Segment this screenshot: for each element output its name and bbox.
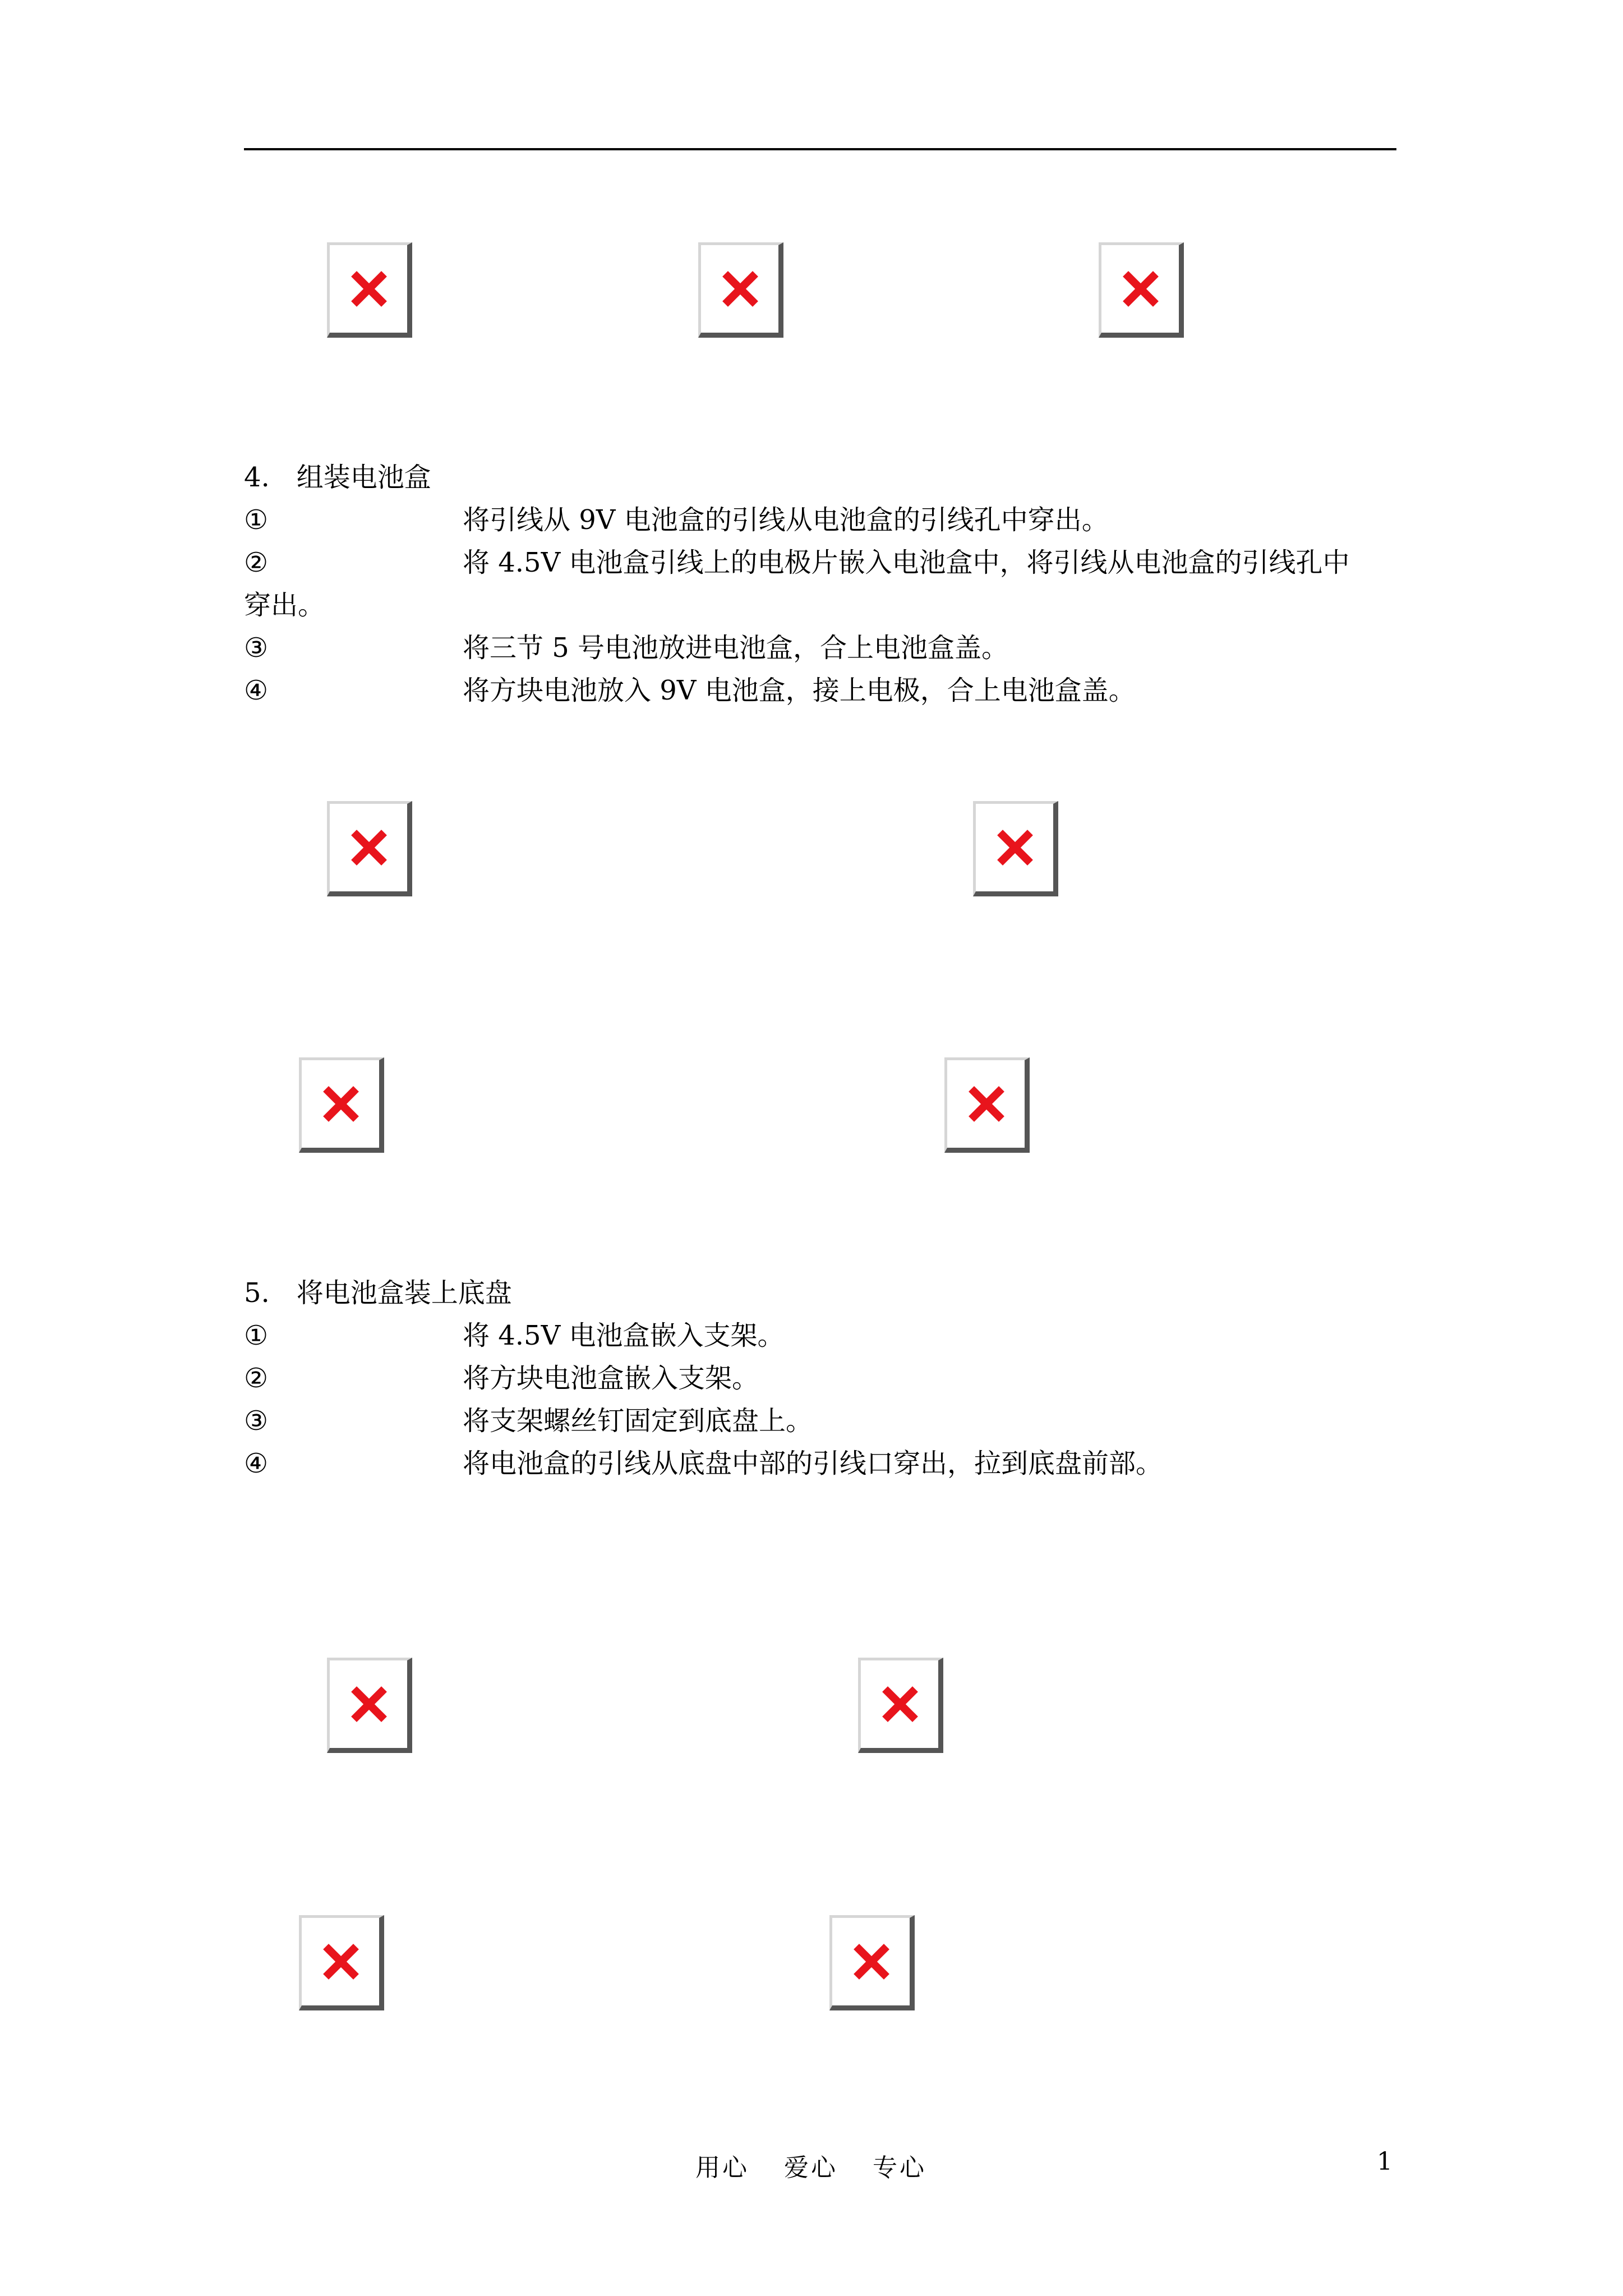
page-number: 1 <box>1377 2147 1393 2176</box>
broken-image-icon <box>299 1057 384 1153</box>
step-marker: ④ <box>244 1448 269 1479</box>
broken-image-icon <box>327 242 412 338</box>
broken-image-icon <box>944 1057 1030 1153</box>
step-marker: ④ <box>244 675 269 706</box>
broken-image-icon <box>1099 242 1184 338</box>
step-text-continuation: 穿出。 <box>244 590 325 621</box>
step-marker: ① <box>244 504 269 536</box>
broken-image-icon <box>299 1915 384 2010</box>
step-text: 将 4.5V 电池盒引线上的电极片嵌入电池盒中，将引线从电池盒的引线孔中 <box>463 547 1350 578</box>
step-text: 将电池盒的引线从底盘中部的引线口穿出，拉到底盘前部。 <box>463 1448 1163 1479</box>
broken-image-icon <box>698 242 783 338</box>
step-text: 将三节 5 号电池放进电池盒，合上电池盒盖。 <box>463 632 1009 664</box>
footer-motto: 用心 爱心 专心 <box>695 2154 926 2182</box>
section-4-heading: 4. 组装电池盒 <box>244 462 431 493</box>
header-rule <box>244 148 1396 150</box>
section-5-heading: 5. 将电池盒装上底盘 <box>244 1277 512 1309</box>
broken-image-icon <box>327 1658 412 1753</box>
broken-image-icon <box>973 801 1058 896</box>
step-marker: ② <box>244 547 269 578</box>
step-marker: ③ <box>244 632 269 664</box>
step-text: 将方块电池放入 9V 电池盒，接上电极，合上电池盒盖。 <box>463 675 1136 706</box>
step-marker: ① <box>244 1320 269 1351</box>
broken-image-icon <box>327 801 412 896</box>
step-text: 将方块电池盒嵌入支架。 <box>463 1363 759 1394</box>
step-text: 将支架螺丝钉固定到底盘上。 <box>463 1405 813 1437</box>
step-marker: ② <box>244 1363 269 1394</box>
step-text: 将引线从 9V 电池盒的引线从电池盒的引线孔中穿出。 <box>463 504 1109 536</box>
broken-image-icon <box>829 1915 915 2010</box>
step-text: 将 4.5V 电池盒嵌入支架。 <box>463 1320 785 1351</box>
step-marker: ③ <box>244 1405 269 1437</box>
broken-image-icon <box>858 1658 943 1753</box>
